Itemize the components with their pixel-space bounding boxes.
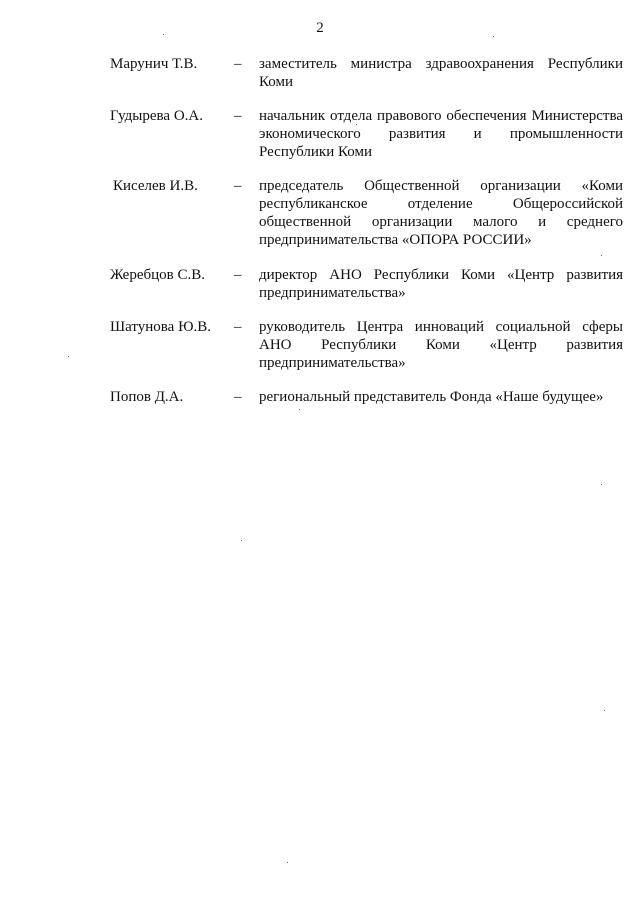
scan-speck [356,124,357,125]
scan-speck [68,356,69,357]
person-role: начальник отдела правового обеспечения Министерства экономического развития и промышленности Республики Коми [259,108,623,160]
dash-separator: – [234,267,242,283]
person-role: председатель Общественной организации «Коми республиканское отделение Общероссийской общественной организации малого и среднего предпринимательства «ОПОРА РОССИИ» [259,178,623,248]
person-name: Гудырева О.А. [110,108,203,124]
dash-separator: – [234,389,242,405]
dash-separator: – [234,108,242,124]
scan-speck [241,540,242,541]
scan-speck [601,255,602,256]
list-item [110,55,623,91]
scan-speck [299,409,300,410]
page-number: 2 [316,20,324,36]
scan-speck [163,34,164,35]
list-item [110,177,623,249]
scan-speck [604,710,605,711]
person-role: заместитель министра здравоохранения Республики Коми [259,56,623,90]
dash-separator: – [234,56,242,72]
list-item [110,107,623,161]
dash-separator: – [234,178,242,194]
person-role: региональный представитель Фонда «Наше будущее» [259,389,604,405]
list-item [110,388,623,406]
person-name: Шатунова Ю.В. [110,319,212,335]
dash-separator: – [234,319,242,335]
person-name: Попов Д.А. [110,389,184,405]
list-item [110,266,623,302]
person-name: Киселев И.В. [113,178,198,194]
scan-speck [601,484,602,485]
scan-speck [287,862,288,863]
list-item [110,318,623,372]
participants-list [110,55,623,406]
scan-speck [493,36,494,37]
person-name: Марунич Т.В. [110,56,198,72]
person-role: руководитель Центра инноваций социальной сферы АНО Республики Коми «Центр развития предпринимательства» [259,319,623,371]
person-role: директор АНО Республики Коми «Центр развития предпринимательства» [259,267,623,301]
person-name: Жеребцов С.В. [110,267,205,283]
